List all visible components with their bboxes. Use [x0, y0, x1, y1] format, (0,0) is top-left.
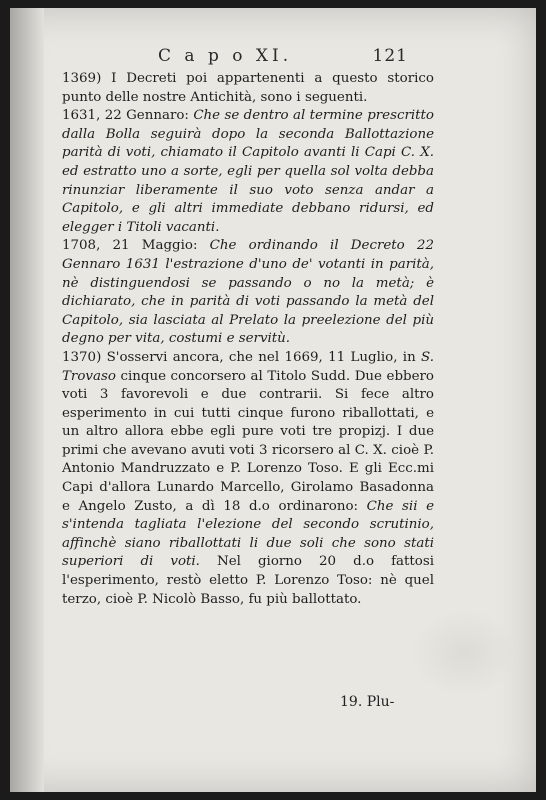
paragraph-text: cinque concorsero al Titolo Sudd. Due ebbero voti 3 favorevoli e due contrarii. Si fece altro esperimento in cui tutti cinque furono riballottati, e un altro allora ebbe egli pure voti tre propizj. I due primi che avevano avuti voti 3 ricorsero al C. X. cioè P. Antonio Mandruzzato e P. Lorenzo Toso. E gli Ecc.mi Capi d'allora Lunardo Marcello, Girolamo Basadonna e Angelo Zusto, a dì 18 d.o ordinarono:: [62, 368, 434, 514]
paragraph-text: 1369) I Decreti poi appartenenti a questo storico punto delle nostre Antichità, sono i seguenti.: [62, 71, 434, 105]
paragraph-tail: Nel giorno 20 d.o fattosi l'esperimento, restò eletto P. Lorenzo Toso: nè quel terzo, cioè P. Nicolò Basso, fu più ballottato.: [62, 554, 434, 607]
book-page: [10, 8, 536, 792]
place-name: S. Trovaso: [62, 349, 434, 384]
running-title: C a p o XI.: [158, 46, 293, 66]
page-gutter-shadow: [10, 8, 44, 792]
running-head: [158, 46, 408, 66]
paragraph-1369: [62, 70, 434, 107]
decree-1708: [62, 237, 434, 349]
paragraph-1370: [62, 349, 434, 609]
order-text: Che sii e s'intenda tagliata l'elezione del secondo scrutinio, affinchè siano riballottati li due soli che sono stati superiori di voti.: [62, 498, 434, 570]
decree-text: Che ordinando il Decreto 22 Gennaro 1631 l'estrazione d'uno de' votanti in parità, nè distinguendosi se passando o no la metà; è dichiarato, che in parità di voti passando la metà del Capitolo, sia lasciata al Prelato la preelezione del più degno per vita, costumi e servitù.: [62, 238, 434, 347]
decree-date: 1708, 21 Maggio:: [62, 238, 198, 254]
body-text: [62, 70, 434, 609]
paragraph-lead: 1370) S'osservi ancora, che nel 1669, 11 Luglio, in: [62, 349, 416, 365]
decree-date: 1631, 22 Gennaro:: [62, 108, 189, 124]
decree-1631: [62, 107, 434, 237]
catchword: 19. Plu-: [340, 694, 395, 710]
ink-bleed-through: [410, 608, 520, 698]
decree-text: Che se dentro al termine prescritto dalla Bolla seguirà dopo la seconda Ballottazione parità di voti, chiamato il Capitolo avanti li Capi C. X. ed estratto uno a sorte, egli per quella sol volta debba rinunziar liberamente il suo voto senza andar a Capitolo, e gli altri immediate debbano ridursi, ed elegger i Titoli vacanti.: [62, 108, 434, 235]
page-number: 121: [372, 46, 408, 66]
